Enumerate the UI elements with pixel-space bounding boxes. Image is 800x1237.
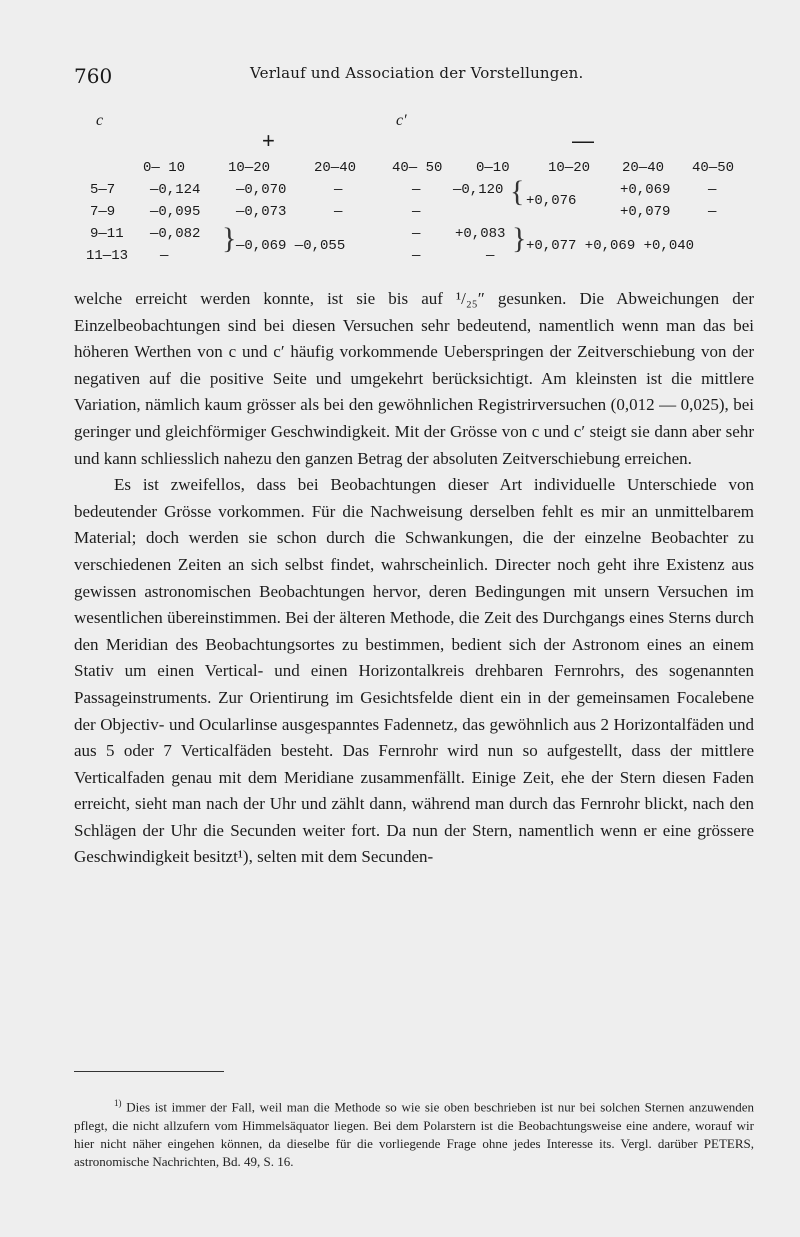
footnote-divider [74, 1071, 224, 1072]
minus-sign: — [572, 128, 594, 153]
col-header: 40—50 [692, 160, 735, 176]
merged-cell-c: +0,077 +0,069 +0,040 [526, 238, 695, 254]
table-cell: +0,079 [620, 204, 671, 220]
footnote-marker: 1) [114, 1098, 122, 1108]
table-cell: — [708, 204, 717, 220]
brace-a: { [510, 175, 525, 208]
table-cell: —0,082 [150, 226, 201, 242]
col-header: 10—20 [548, 160, 591, 176]
col-header: 0— 10 [143, 160, 186, 176]
table-cell: +0,083 [455, 226, 506, 242]
col-header: 20—40 [314, 160, 357, 176]
merged-cell-b: —0,069 —0,055 [236, 238, 346, 254]
row-label: 5—7 [90, 182, 116, 198]
body-text [74, 286, 754, 871]
table-cell: —0,070 [236, 182, 287, 198]
brace-b: } [222, 222, 237, 255]
merged-cell-a: +0,076 [526, 193, 577, 209]
row-label: 11—13 [86, 248, 129, 264]
table-cell: — [160, 248, 169, 264]
c-prime-label: c′ [396, 112, 407, 129]
table-cell: — [486, 248, 495, 264]
page-number: 760 [74, 64, 113, 88]
c-label: c [96, 112, 104, 129]
data-table [0, 0, 800, 280]
col-header: 10—20 [228, 160, 271, 176]
table-cell: —0,095 [150, 204, 201, 220]
table-cell: —0,124 [150, 182, 201, 198]
plus-sign: + [262, 128, 275, 153]
table-cell: — [412, 226, 421, 242]
table-cell: — [412, 204, 421, 220]
table-cell: — [334, 204, 343, 220]
footnote [74, 1094, 754, 1171]
table-cell: —0,120 [453, 182, 504, 198]
row-label: 7—9 [90, 204, 116, 220]
table-cell: — [708, 182, 717, 198]
brace-c: } [512, 222, 527, 255]
table-cell: +0,069 [620, 182, 671, 198]
paragraph: Es ist zweifellos, dass bei Beobachtungen dieser Art individuelle Unterschiede von bedeutender Grösse vorkommen. Für die Nachweisung derselben fehlt es mir an unmittelbarem Material; doch werden sie schon durch die Schwankungen, die der einzelne Beobachter zu verschiedenen Zeiten an sich selbst findet, wahrscheinlich. Directer noch geht ihre Existenz aus gewissen astronomischen Beobachtungen hervor, deren Bedingungen mit unsern Versuchen im wesentlichen übereinstimmen. Bei der älteren Methode, die Zeit des Durchgangs eines Sterns durch den Meridian des Beobachtungsortes zu bestimmen, bedient sich der Astronom eines an einem Stativ um einen Vertical- und einen Horizontalkreis drehbaren Fernrohrs, des sogenannten Passageinstruments. Zur Orientirung im Gesichtsfelde dient ein in der gemeinsamen Focalebene der Objectiv- und Ocularlinse ausgespanntes Fadennetz, das gewöhnlich aus 2 Horizontalfäden und aus 5 oder 7 Verticalfäden besteht. Das Fernrohr wird nun so aufgestellt, dass der mittlere Verticalfaden genau mit dem Meridiane zusammenfällt. Einige Zeit, ehe der Stern diesen Faden erreicht, sieht man nach der Uhr und zählt dann, während man durch das Fernrohr blickt, nach den Schlägen der Uhr die Secunden weiter fort. Da nun der Stern, namentlich wenn er eine grössere Geschwindigkeit besitzt¹), selten mit dem Secunden- [74, 475, 754, 867]
paragraph: welche erreicht werden konnte, ist sie bis auf ¹/₂₅″ gesunken. Die Abweichungen der Einzelbeobachtungen sind bei diesen Versuchen sehr bedeutend, namentlich wenn man das bei höheren Werthen von c und c′ häufig vorkommende Ueberspringen der Zeitverschiebung von der negativen auf die positive Seite und umgekehrt berücksichtigt. Am kleinsten ist die mittlere Variation, nämlich kaum grösser als bei den gewöhnlichen Registrirversuchen (0,012 — 0,025), bei geringer und gleichförmiger Geschwindigkeit. Mit der Grösse von c und c′ steigt sie dann aber sehr und kann schliesslich nahezu den ganzen Betrag der absoluten Zeitverschiebung erreichen. [74, 289, 754, 468]
table-cell: — [334, 182, 343, 198]
table-cell: — [412, 182, 421, 198]
col-header: 0—10 [476, 160, 510, 176]
col-header: 40— 50 [392, 160, 443, 176]
col-header: 20—40 [622, 160, 665, 176]
footnote-text: Dies ist immer der Fall, weil man die Methode so wie sie oben beschrieben ist nur bei solchen Sternen anzuwenden pflegt, die nicht allzufern vom Himmelsäquator liegen. Bei dem Polarstern ist die Beobachtungsweise eine andere, worauf wir hier nicht näher eingehen können, da dieselbe für die vorliegende Frage ohne jedes Interesse its. Vergl. darüber PETERS, astronomische Nachrichten, Bd. 49, S. 16. [74, 1099, 755, 1169]
table-cell: —0,073 [236, 204, 287, 220]
row-label: 9—11 [90, 226, 124, 242]
running-head: Verlauf und Association der Vorstellungen. [250, 64, 584, 82]
table-cell: — [412, 248, 421, 264]
